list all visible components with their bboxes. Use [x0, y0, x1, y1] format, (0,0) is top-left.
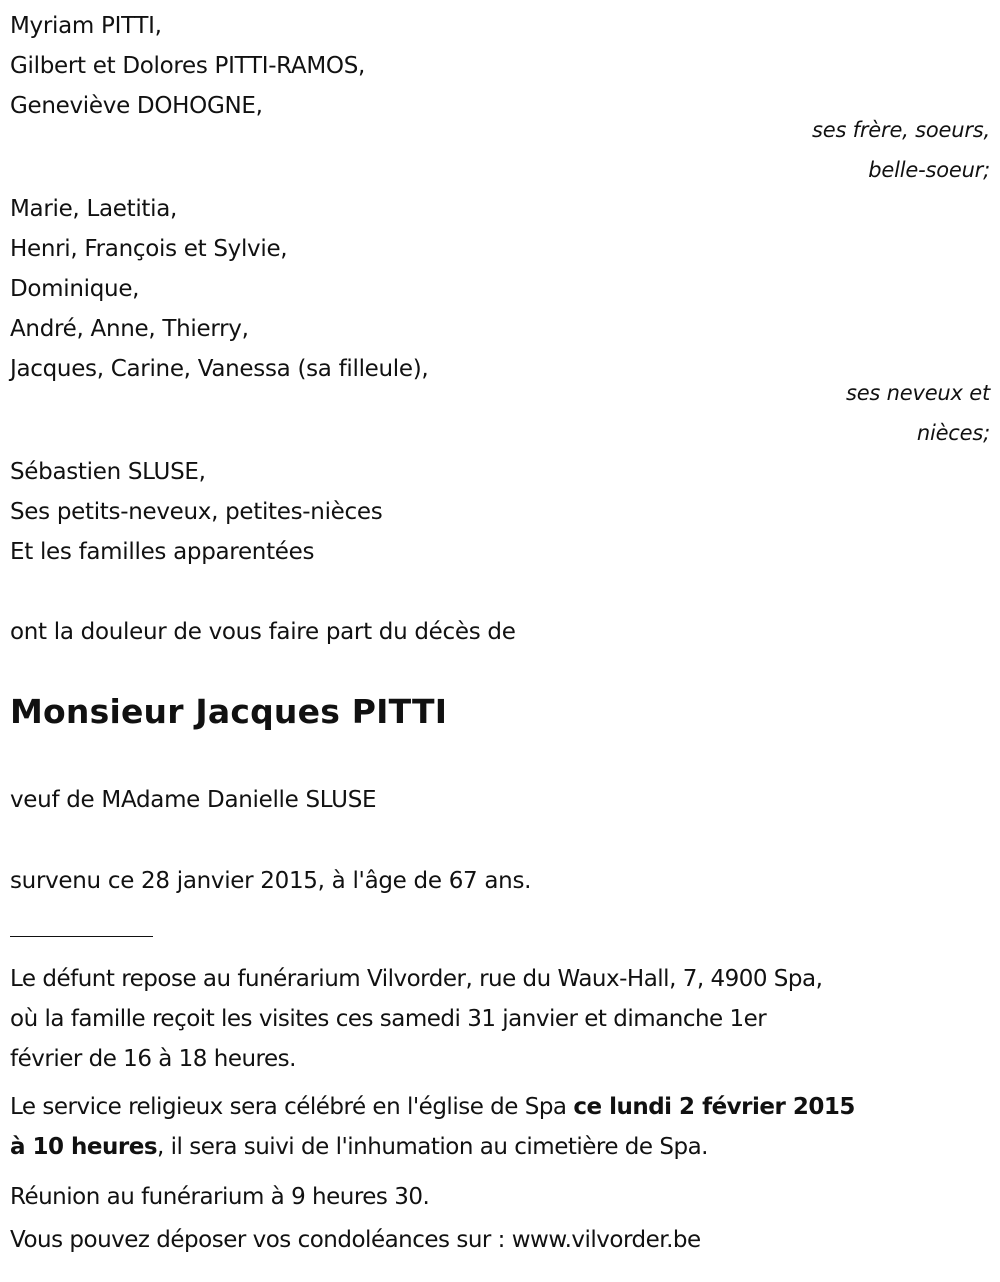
visitation-line: où la famille reçoit les visites ces samedi 31 janvier et dimanche 1er [10, 1006, 767, 1032]
widower-of-text: veuf de MAdame Danielle SLUSE [10, 787, 377, 813]
family-name-line: Sébastien SLUSE, [10, 459, 206, 485]
death-info-text: survenu ce 28 janvier 2015, à l'âge de 67 ans. [10, 868, 532, 894]
condolences-link[interactable]: www.vilvorder.be [511, 1227, 701, 1253]
visitation-paragraph [10, 959, 1000, 1079]
visitation-line: Le défunt repose au funérarium Vilvorder, rue du Waux-Hall, 7, 4900 Spa, [10, 966, 823, 992]
announcement-text: ont la douleur de vous faire part du décès de [10, 619, 516, 645]
family-name-line: Myriam PITTI, [10, 13, 162, 39]
service-text-after: , il sera suivi de l'inhumation au cimetière de Spa. [157, 1134, 708, 1160]
family-name-line: Dominique, [10, 276, 140, 302]
separator-line [10, 936, 153, 937]
deceased-name-heading: Monsieur Jacques PITTI [10, 692, 448, 731]
condolences-text: Vous pouvez déposer vos condoléances sur : [10, 1227, 512, 1253]
service-text: Le service religieux sera célébré en l'église de Spa [10, 1094, 574, 1120]
family-name-line: Ses petits-neveux, petites-nièces [10, 499, 383, 525]
family-name-line: Et les familles apparentées [10, 539, 315, 565]
family-name-line: Geneviève DOHOGNE, [10, 93, 263, 119]
family-name-line: Jacques, Carine, Vanessa (sa filleule), [10, 356, 429, 382]
family-name-line: Gilbert et Dolores PITTI-RAMOS, [10, 53, 366, 79]
service-time: à 10 heures [10, 1134, 158, 1160]
family-name-line: Henri, François et Sylvie, [10, 236, 288, 262]
meeting-text: Réunion au funérarium à 9 heures 30. [10, 1184, 430, 1210]
service-paragraph [10, 1087, 1000, 1167]
condolences-paragraph [10, 1220, 1000, 1260]
relation-label: belle-soeur; [868, 158, 990, 182]
relation-label: nièces; [916, 421, 990, 445]
family-name-line: André, Anne, Thierry, [10, 316, 249, 342]
relation-label: ses neveux et [845, 381, 990, 405]
relation-label: ses frère, soeurs, [812, 118, 990, 142]
visitation-line: février de 16 à 18 heures. [10, 1046, 296, 1072]
family-name-line: Marie, Laetitia, [10, 196, 178, 222]
service-date: ce lundi 2 février 2015 [573, 1094, 855, 1120]
